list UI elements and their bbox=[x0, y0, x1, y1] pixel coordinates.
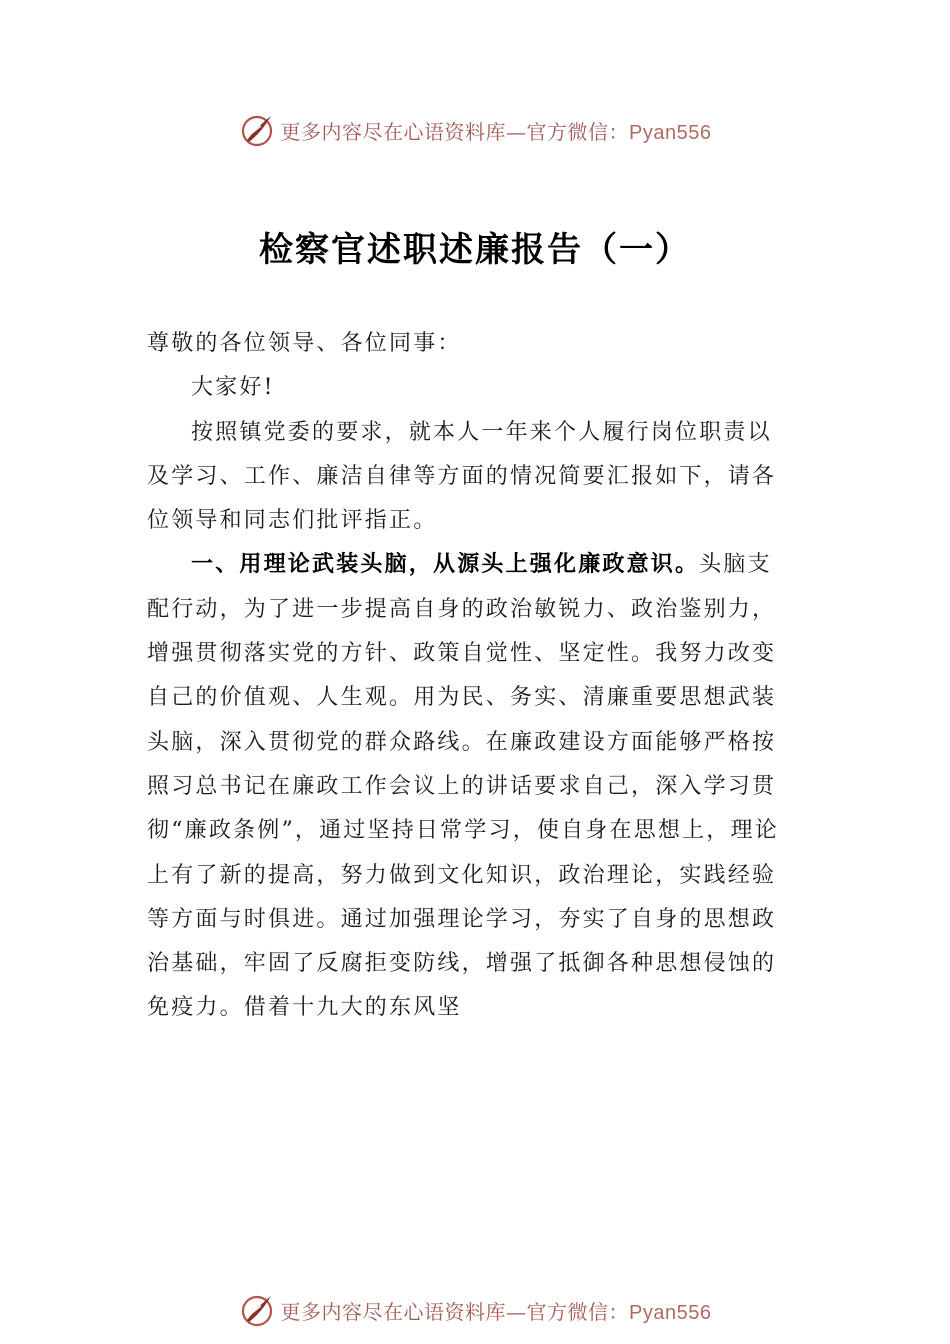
section-1-body: 头脑支配行动，为了进一步提高自身的政治敏锐力、政治鉴别力，增强贯彻落实党的方针、政策自觉性、坚定性。我努力改变自己的价值观、人生观。用为民、务实、清廉重要思想武装头脑，深入贯彻党的群众路线。在廉政建设方面能够严格按照习总书记在廉政工作会议上的讲话要求自己，深入学习贯彻“廉政条例”，通过坚持日常学习，使自身在思想上，理论上有了新的提高，努力做到文化知识，政治理论，实践经验等方面与时俱进。通过加强理论学习，夯实了自身的思想政治基础，牢固了反腐拒变防线，增强了抵御各种思想侵蚀的免疫力。借着十九大的东风坚 bbox=[147, 552, 779, 1021]
watermark-wechat-id: Pyan556 bbox=[629, 121, 712, 144]
salutation: 尊敬的各位领导、各位同事： bbox=[147, 331, 462, 356]
section-1-paragraph bbox=[147, 543, 787, 1030]
watermark-banner-top bbox=[0, 108, 950, 152]
quill-seal-icon bbox=[239, 112, 275, 148]
intro-paragraph: 按照镇党委的要求，就本人一年来个人履行岗位职责以及学习、工作、廉洁自律等方面的情况简要汇报如下，请各位领导和同志们批评指正。 bbox=[147, 419, 777, 534]
document-body bbox=[147, 322, 787, 1031]
watermark-text: 更多内容尽在心语资料库—官方微信：Pyan556 bbox=[280, 119, 712, 144]
greeting: 大家好! bbox=[191, 375, 275, 401]
quill-seal-icon bbox=[239, 1292, 275, 1328]
page-title: 检察官述职述廉报告（一） bbox=[259, 230, 691, 270]
watermark-text: 更多内容尽在心语资料库—官方微信：Pyan556 bbox=[280, 1299, 712, 1324]
watermark-banner-bottom bbox=[0, 1288, 950, 1332]
watermark-wechat-id: Pyan556 bbox=[629, 1301, 712, 1324]
section-1-heading: 一、用理论武装头脑，从源头上强化廉政意识。 bbox=[191, 552, 700, 578]
